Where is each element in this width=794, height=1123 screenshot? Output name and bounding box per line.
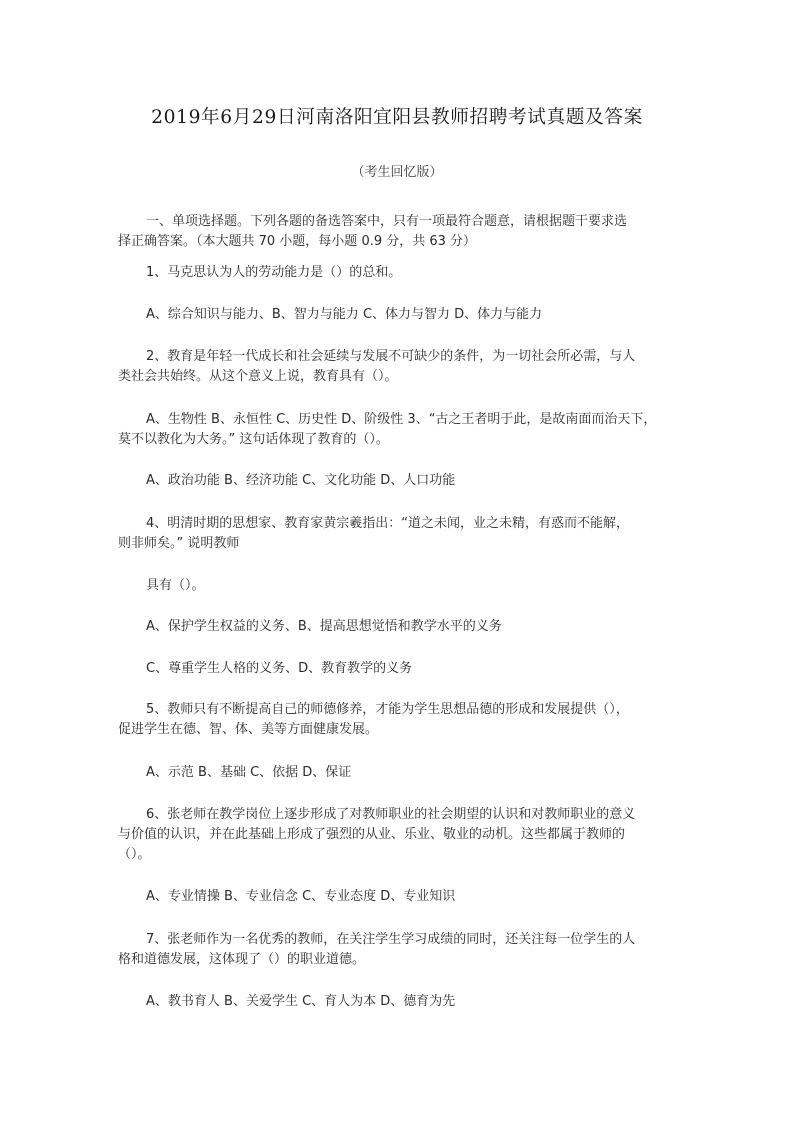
question-3-options-text: A、政治功能 B、经济功能 C、文化功能 D、人口功能 xyxy=(146,473,456,488)
section-intro-line-1: 一、单项选择题。下列各题的备选答案中，只有一项最符合题意，请根据题干要求选 xyxy=(146,214,628,229)
question-6-options-text: A、专业情操 B、专业信念 C、专业态度 D、专业知识 xyxy=(146,889,456,904)
question-5-options xyxy=(118,763,684,783)
question-1-stem: 1、马克思认为人的劳动能力是（）的总和。 xyxy=(146,265,402,280)
question-4-options-cd xyxy=(118,659,684,679)
question-6-line-3: （）。 xyxy=(118,847,151,862)
question-7-line-2: 格和道德发展，这体现了（）的职业道德。 xyxy=(118,952,366,967)
question-7-options-text: A、教书育人 B、关爱学生 C、育人为本 D、德育为先 xyxy=(146,994,456,1009)
question-2-line-2: 类社会共始终。从这个意义上说，教育具有（）。 xyxy=(118,369,398,384)
question-4-line-2: 则非师矣。” 说明教师 xyxy=(118,536,240,551)
question-2-line-1: 2、教育是年轻一代成长和社会延续与发展不可缺少的条件，为一切社会所必需，与人 xyxy=(146,349,636,364)
question-3-line-2: 莫不以教化为大务。” 这句话体现了教育的（）。 xyxy=(118,432,389,447)
question-3-options xyxy=(118,471,684,491)
question-4-line-1: 4、明清时期的思想家、教育家黄宗羲指出：“道之未闻，业之未精，有惑而不能解， xyxy=(146,516,630,531)
question-5-line-1: 5、教师只有不断提高自己的师德修养，才能为学生思想品德的形成和发展提供（）， xyxy=(146,702,629,717)
question-4-options-ab-text: A、保护学生权益的义务、B、提高思想觉悟和教学水平的义务 xyxy=(146,619,502,634)
question-1 xyxy=(118,263,684,283)
question-7-options xyxy=(118,992,684,1012)
question-6-line-1: 6、张老师在教学岗位上逐步形成了对教师职业的社会期望的认识和对教师职业的意义 xyxy=(146,807,636,822)
question-6-line-2: 与价值的认识，并在此基础上形成了强烈的从业、乐业、敬业的动机。这些都属于教师的 xyxy=(118,827,626,842)
question-7-line-1: 7、张老师作为一名优秀的教师，在关注学生学习成绩的同时，还关注每一位学生的人 xyxy=(146,932,636,947)
section-intro xyxy=(118,212,684,252)
question-6-options xyxy=(118,887,684,907)
question-4-options-cd-text: C、尊重学生人格的义务、D、教育教学的义务 xyxy=(146,661,413,676)
question-4-continued xyxy=(118,576,684,596)
question-4 xyxy=(118,514,684,554)
question-5-options-text: A、示范 B、基础 C、依据 D、保证 xyxy=(146,765,352,780)
question-6 xyxy=(118,805,684,865)
question-4-options-ab xyxy=(118,617,684,637)
document-title: 2019年6月29日河南洛阳宜阳县教师招聘考试真题及答案 xyxy=(151,107,643,128)
question-5-line-2: 促进学生在德、智、体、美等方面健康发展。 xyxy=(118,722,379,737)
section-intro-line-2: 择正确答案。（本大题共 70 小题，每小题 0.9 分，共 63 分） xyxy=(118,234,477,249)
question-2-options-question-3 xyxy=(118,410,684,450)
document-subtitle: （考生回忆版） xyxy=(351,165,443,180)
question-2-options-question-3-line-1: A、生物性 B、永恒性 C、历史性 D、阶级性 3、“古之王者明于此，是故南面而治天下， xyxy=(146,412,657,427)
question-2 xyxy=(118,347,684,387)
question-7 xyxy=(118,930,684,970)
question-4-line-3: 具有（）。 xyxy=(146,578,205,593)
question-5 xyxy=(118,700,684,740)
question-1-options xyxy=(118,305,684,325)
question-1-options-text: A、综合知识与能力、B、智力与能力 C、体力与智力 D、体力与能力 xyxy=(146,307,543,322)
